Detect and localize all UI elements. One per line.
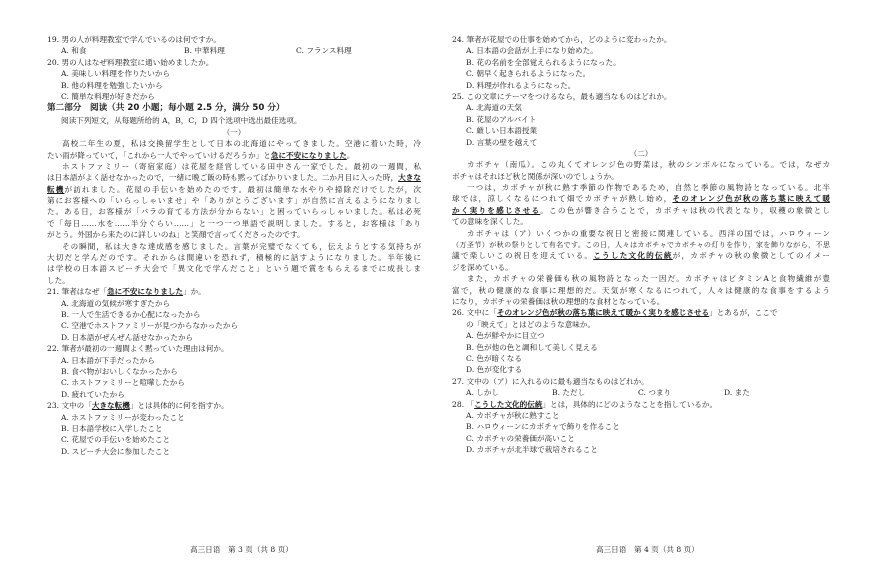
options-row: [452, 387, 830, 398]
passage-line: カボチャは（ア）いくつかの重要な祝日と密接に関連している。西洋の国では，ハロウィーン: [467, 228, 830, 238]
option-c[interactable]: C. 厳しい日本語授業: [466, 126, 538, 136]
passage-line: ジを深めている。: [452, 262, 513, 272]
passage-line: ての意味を深くした。: [452, 217, 528, 227]
passage-line: 議で楽しいこの祝日を迎えている。こうした文化的伝統が，カボチャの秋の象徴としてのイメー: [452, 251, 830, 261]
option-d[interactable]: D. 色が変化する: [466, 365, 523, 375]
passage-line: になり，カボチャの栄養価は秋の理想的な食材となっている。: [452, 296, 665, 306]
question-25: [452, 91, 830, 148]
passage-line: は学校の日本語スピーチ大会で「異文化で学んだこと」という題で賞をもらえるまでに成長しま: [47, 264, 421, 274]
question-27: [452, 376, 830, 399]
passage-1: [47, 138, 421, 286]
options-row: [47, 45, 421, 56]
option-a[interactable]: A. ホストファミリーが変わったこと: [61, 412, 185, 422]
passage-line: 大切だと学んだのです。それからは間違いを恐れず，積極的に話すようになりました。半年後に: [47, 253, 421, 263]
question-24: [452, 34, 830, 91]
question-19: [47, 34, 421, 57]
passage-line: カボチャ（南瓜）。この丸くてオレンジ色の野菜は，秋のシンボルになっている。では，なぜカ: [467, 160, 830, 170]
option-b[interactable]: B. 中華料理: [184, 46, 225, 56]
question-stem: 28. 「こうした文化的伝統」とは，具体的にどのようなことを指しているか。: [452, 399, 718, 409]
question-stem: 22. 筆者が最初の一週間よく黙っていた理由は何か。: [47, 344, 229, 354]
option-b[interactable]: B. 一人で生活できるか心配になったから: [61, 309, 201, 319]
question-23: [47, 400, 421, 457]
option-d[interactable]: D. 疲れていたから: [61, 389, 125, 399]
option-d[interactable]: D. また: [724, 388, 750, 398]
option-b[interactable]: B. 色が他の色と調和して美しく見える: [466, 342, 598, 352]
passage-line: した。: [47, 275, 70, 285]
underlined-phrase: 急に不安になりました: [270, 150, 347, 160]
question-28: [452, 399, 830, 456]
left-page: [47, 34, 421, 457]
page-footer-right: 高三日语 第 4 页（共 8 页）: [596, 545, 699, 554]
passage-line: ボチャはそれほど秋と関係が深いのでしょうか。: [452, 171, 619, 181]
question-stem: 26. 文中に「そのオレンジ色が秋の落ち葉に映えて暖かく実りを感じさせる」とあるが，ここで: [452, 308, 778, 318]
option-b[interactable]: B. 花の名前を全部覚えられるようになった。: [466, 57, 621, 67]
passage-number: （一）: [222, 127, 246, 137]
option-a[interactable]: A. 日本語が下手だったから: [61, 355, 155, 365]
right-page: [452, 34, 830, 455]
passage-line: は日本語がよく話せなかったので，一緒に晩ご飯の時も黙ってばかりいました。二か月目に入った時，大きな: [47, 173, 421, 183]
option-a[interactable]: A. しかし: [466, 388, 500, 398]
option-a[interactable]: A. カボチャが秋に熟すこと: [466, 410, 560, 420]
option-c[interactable]: C. 花屋での手伝いを始めたこと: [61, 435, 171, 445]
passage-line: たい雨が降っていて，「これから一人でやっていけるだろうか」と急に不安になりました。: [47, 150, 355, 160]
underlined-phrase: そのオレンジ色が秋の落ち葉に映えて暖かく実りを感じさせる: [496, 308, 710, 318]
option-c[interactable]: C. 色が暗くなる: [466, 353, 522, 363]
question-26: [452, 307, 830, 375]
option-b[interactable]: B. 食べ物がおいしくなかったから: [61, 366, 178, 376]
question-21: [47, 286, 421, 343]
question-stem: 19. 男の人が料理教室で学んでいるのは何ですか。: [47, 35, 221, 44]
question-20: [47, 57, 421, 103]
option-c[interactable]: C. フランス料理: [296, 46, 352, 56]
underlined-phrase: 転機: [47, 184, 65, 194]
passage-line: 一つは，カボチャが秋に熟す季節の作物であるため，自然と季節の風物詩となっている。北半: [467, 183, 830, 193]
passage-line: 転機が訪れました。花屋の手伝いを始めたのです。最初は簡単な水やりや掃除だけでしたが，次: [47, 184, 421, 194]
option-a[interactable]: A. 北海道の気候が寒すぎたから: [61, 298, 171, 308]
option-d[interactable]: D. カボチャが北半球で栽培されること: [466, 445, 598, 455]
underlined-phrase: そのオレンジ色が秋の落ち葉に映えて暖: [672, 194, 830, 204]
option-d[interactable]: D. スピーチ大会に参加したこと: [61, 446, 171, 456]
question-22: [47, 343, 421, 400]
option-c[interactable]: C. つまり: [638, 388, 672, 398]
question-stem: 27. 文中の（ア）に入れるのに最も適当なものはどれか。: [452, 376, 649, 386]
option-a[interactable]: A. 和食: [61, 46, 87, 56]
option-a[interactable]: A. 北海道の天気: [466, 103, 522, 113]
passage-line: 第にお客様への「いらっしゃいませ」や「ありがとうございます」が自然に言えるようになりまし: [47, 196, 421, 206]
option-d[interactable]: D. 料理が作れるようになった。: [466, 80, 576, 90]
question-stem: 25. この文章にテーマをつけるなら，最も適当なものはどれか。: [452, 91, 672, 101]
section-instruction: 阅读下列短文，从每题所给的 A，B，C，D 四个选项中选出最佳选项。: [61, 116, 302, 126]
question-stem: 23. 文中の「大きな転機」とは具体的に何を指すか。: [47, 401, 229, 411]
passage-2: [452, 159, 830, 307]
passage-line: （万圣节）が秋の祭りとして有名です。この日，人々はカボチャでカボチャの灯りを作り，家を飾りながら，不思: [452, 240, 830, 250]
page-footer-left: 高三日语 第 3 页（共 8 页）: [190, 545, 293, 554]
option-b[interactable]: B. 花屋のアルバイト: [466, 114, 537, 124]
question-stem-cont: の「映えて」とはどのような意味か。: [466, 319, 596, 329]
option-b[interactable]: B. 他の料理を勉強したいから: [61, 80, 163, 90]
option-c[interactable]: C. 簡単な料理が好きだから: [61, 91, 155, 101]
question-stem: 20. 男の人はなぜ料理教室に通い始めましたか。: [47, 57, 214, 67]
underlined-phrase: 急に不安になりました: [107, 287, 183, 297]
underlined-phrase: かく実りを感じさせる: [452, 205, 541, 215]
passage-line: 球では，涼しくなるにつれて畑でカボチャが熟し始め，そのオレンジ色が秋の落ち葉に映えて暖: [452, 194, 830, 204]
passage-line: その瞬間，私は大きな達成感を感じました。言葉が完璧でなくても，伝えようとする気持ちが: [62, 241, 421, 251]
passage-line: ホストファミリー（寄宿家庭）は花屋を経営している田中さん一家でした。最初の一週間，私: [62, 161, 421, 171]
option-c[interactable]: C. 朝早く起きられるようになった。: [466, 69, 591, 79]
option-b[interactable]: B. ハロウィーンにカボチャで飾りを作ること: [466, 422, 620, 432]
option-b[interactable]: B. 日本語学校に入学したこと: [61, 423, 163, 433]
passage-line: た。ある日，お客様が「バラの育てる方法が分からない」と困っていらっしゃいました。私は必死: [47, 207, 421, 217]
passage-number: （二）: [629, 148, 653, 158]
passage-line: かく実りを感じさせる。この色が響き合うことで，カボチャは秋の代表となり，収穫の象徴とし: [452, 205, 830, 215]
option-d[interactable]: D. 言葉の壁を越えて: [466, 137, 538, 147]
passage-line: がとう。外国から来たのに詳しいのね」と笑顔で言ってくださったのです。: [47, 230, 305, 240]
passage-line: 富で，秋の健康的な食事に理想的だ。天気が寒くなるにつれて，人々は健康的な食事をするよう: [452, 285, 830, 295]
passage-line: で「毎日……水を……半分ぐらい……」と一つ一つ単語で説明しました。すると，お客様は「あり: [47, 218, 421, 228]
passage-line: また，カボチャの栄養価も秋の風物詩となった一因だ。カボチャはビタミンAと食物繊維が豊: [467, 274, 830, 284]
underlined-phrase: 大きな: [398, 173, 421, 183]
option-c[interactable]: C. カボチャの栄養価が高いこと: [466, 433, 575, 443]
option-a[interactable]: A. 色が鮮やかに目立つ: [466, 331, 545, 341]
option-d[interactable]: D. 日本語がぜんぜん話せなかったから: [61, 332, 194, 342]
underlined-phrase: こうした文化的伝統: [474, 399, 543, 409]
underlined-phrase: こうした文化的伝統: [593, 251, 673, 261]
underlined-phrase: 大きな転機: [91, 401, 130, 411]
section-title: 第二部分 阅读（共 20 小题；每小题 2.5 分，满分 50 分）: [47, 103, 285, 114]
option-a[interactable]: A. 日本語の会話が上手になり始めた。: [466, 46, 598, 56]
question-stem: 24. 筆者が花屋での仕事を始めてから，どのように変わったか。: [452, 35, 672, 44]
option-a[interactable]: A. 美味しい料理を作りたいから: [61, 69, 171, 79]
option-b[interactable]: B. ただし: [552, 388, 586, 398]
question-stem: 21. 筆者はなぜ「急に不安になりました」か。: [47, 287, 206, 297]
option-c[interactable]: C. ホストファミリーと喧嘩したから: [61, 378, 185, 388]
option-c[interactable]: C. 空港でホストファミリーが見つからなかったから: [61, 321, 239, 331]
passage-line: 高校二年生の夏，私は交換留学生として日本の北海道にやってきました。空港に着いた時，冷: [62, 139, 421, 149]
